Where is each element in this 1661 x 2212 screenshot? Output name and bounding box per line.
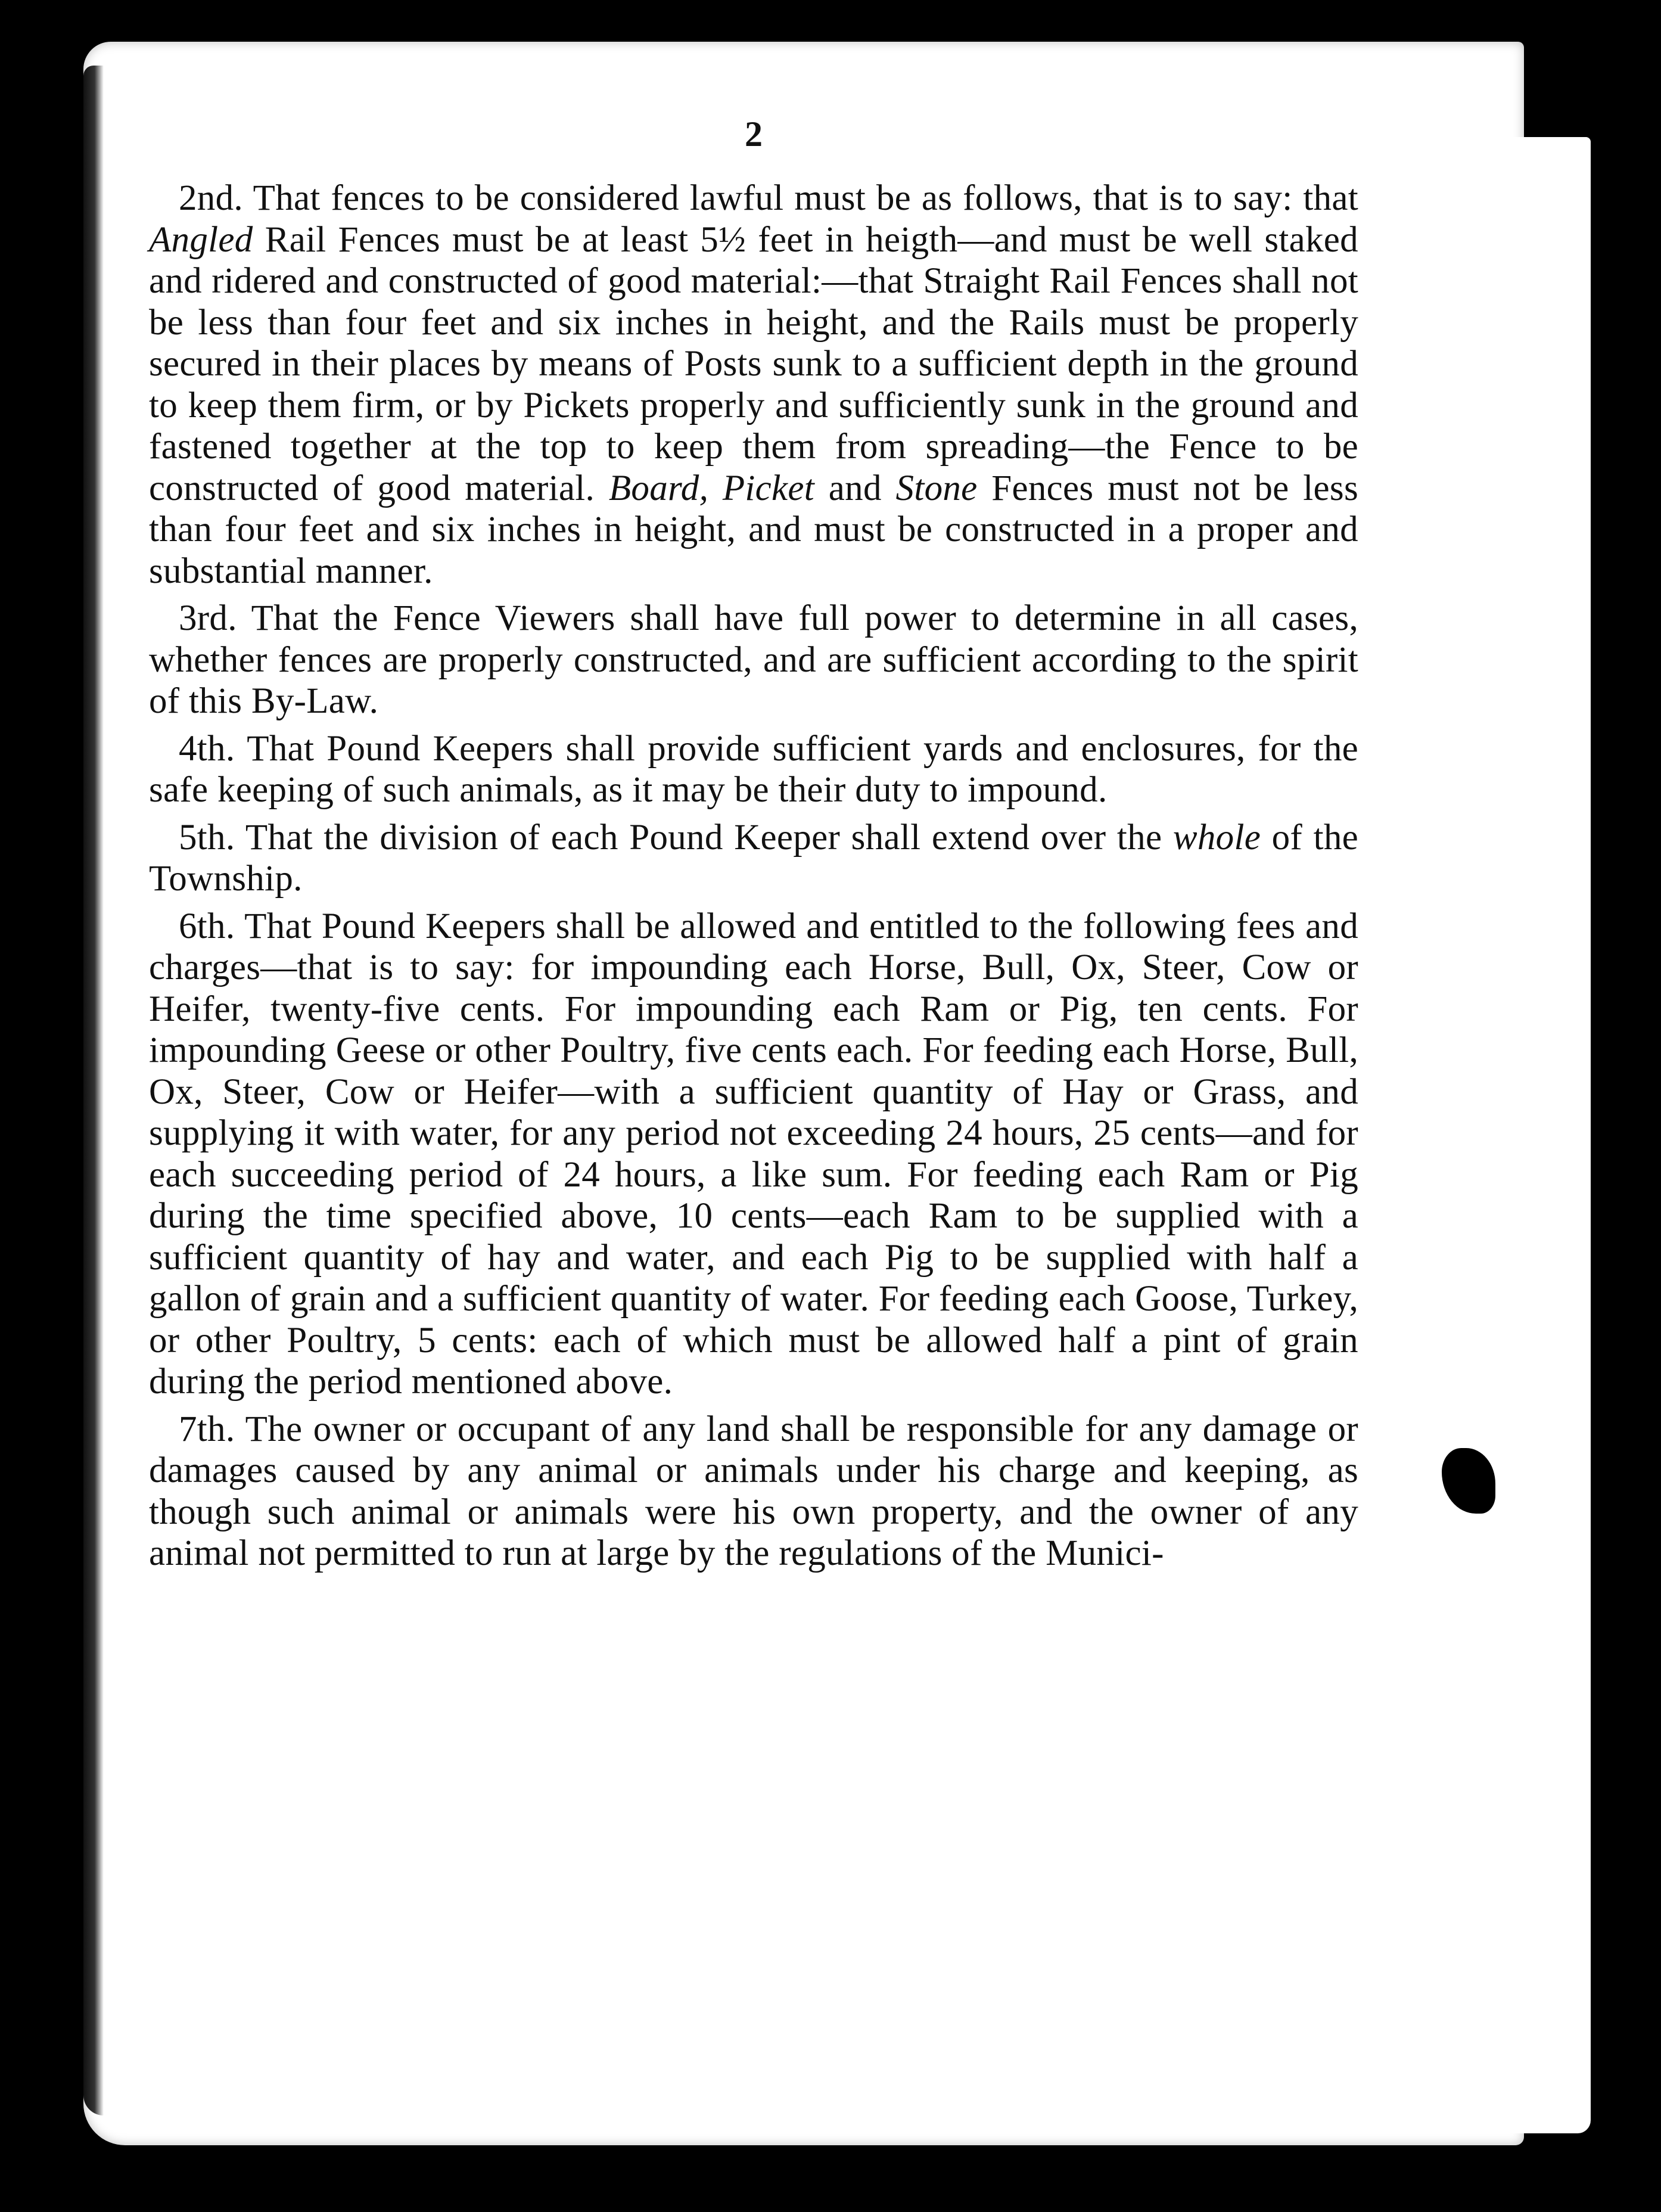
clause-text: and xyxy=(814,468,896,508)
clause-paragraph xyxy=(149,728,1358,811)
clause-text: That the division of each Pound Keeper shall extend over the xyxy=(245,817,1173,858)
clause-text: That Pound Keepers shall be allowed and entitled to the following fees and charges—that is to say: for impounding each Horse, Bull, Ox, Steer, Cow or Heifer, twenty-five cents. For impounding each Ram or Pig, ten cents. For impounding Geese or other Poultry, five cents each. For feeding each Horse, Bull, Ox, Steer, Cow or Heifer—with a sufficient quantity of Hay or Grass, and supplying it with water, for any period not exceeding 24 hours, 25 cents—and for each succeeding period of 24 hours, a like sum. For feeding each Ram or Pig during the time specified above, 10 cents—each Ram to be supplied with a sufficient quantity of hay and water, and each Pig to be supplied with half a gallon of grain and a sufficient quantity of water. For feeding each Goose, Turkey, or other Poultry, 5 cents: each of which must be allowed half a pint of grain during the period mentioned above. xyxy=(149,906,1358,1402)
clause-text: Fences must not be less than four feet and six inches in height, and must be constructed in a proper and substantial manner. xyxy=(149,468,1358,591)
clause-number: 7th. xyxy=(179,1409,235,1449)
clause-text: That fences to be considered lawful must be as follows, that is to say: that xyxy=(253,178,1358,218)
clause-number: 6th. xyxy=(179,906,235,946)
clause-text: That Pound Keepers shall provide sufficient yards and enclosures, for the safe keeping of such animals, as it may be their duty to impound. xyxy=(149,728,1358,810)
page-text xyxy=(149,113,1358,1580)
clause-paragraph xyxy=(149,1409,1358,1574)
clause-text: That the Fence Viewers shall have full power to determine in all cases, whether fences are properly constructed, and are sufficient according to the spirit of this By-Law. xyxy=(149,598,1358,721)
clause-number: 2nd. xyxy=(179,178,243,218)
clause-number: 4th. xyxy=(179,728,235,769)
clause-text: Rail Fences must be at least 5½ feet in heigth—and must be well staked and ridered and constructed of good material:—that Straight Rail Fences shall not be less than four feet and six inches in height, and the Rails must be properly secured in their places by means of Posts sunk to a sufficient depth in the ground to keep them firm, or by Pickets properly and sufficiently sunk in the ground and fastened together at the top to keep them from spreading—the Fence to be constructed of good material. xyxy=(149,219,1358,508)
clause-number: 3rd. xyxy=(179,598,237,638)
italic-text: whole xyxy=(1172,817,1261,858)
clause-text: of the Township. xyxy=(149,817,1358,899)
page-edge-strip xyxy=(1442,137,1591,2133)
clause-paragraph xyxy=(149,906,1358,1403)
clause-number: 5th. xyxy=(179,817,235,858)
paragraph-list xyxy=(149,178,1358,1574)
clause-text: The owner or occupant of any land shall be responsible for any damage or damages caused by any animal or animals under his charge and keeping, as though such animal or animals were his own property, and the owner of any animal not permitted to run at large by the regulations of the Munici- xyxy=(149,1409,1359,1573)
italic-text: Stone xyxy=(895,468,978,508)
clause-paragraph xyxy=(149,817,1358,900)
page-number: 2 xyxy=(745,114,763,154)
clause-paragraph xyxy=(149,178,1358,592)
italic-text: Board, Picket xyxy=(608,468,815,508)
clause-paragraph xyxy=(149,598,1358,722)
italic-text: Angled xyxy=(149,219,253,260)
